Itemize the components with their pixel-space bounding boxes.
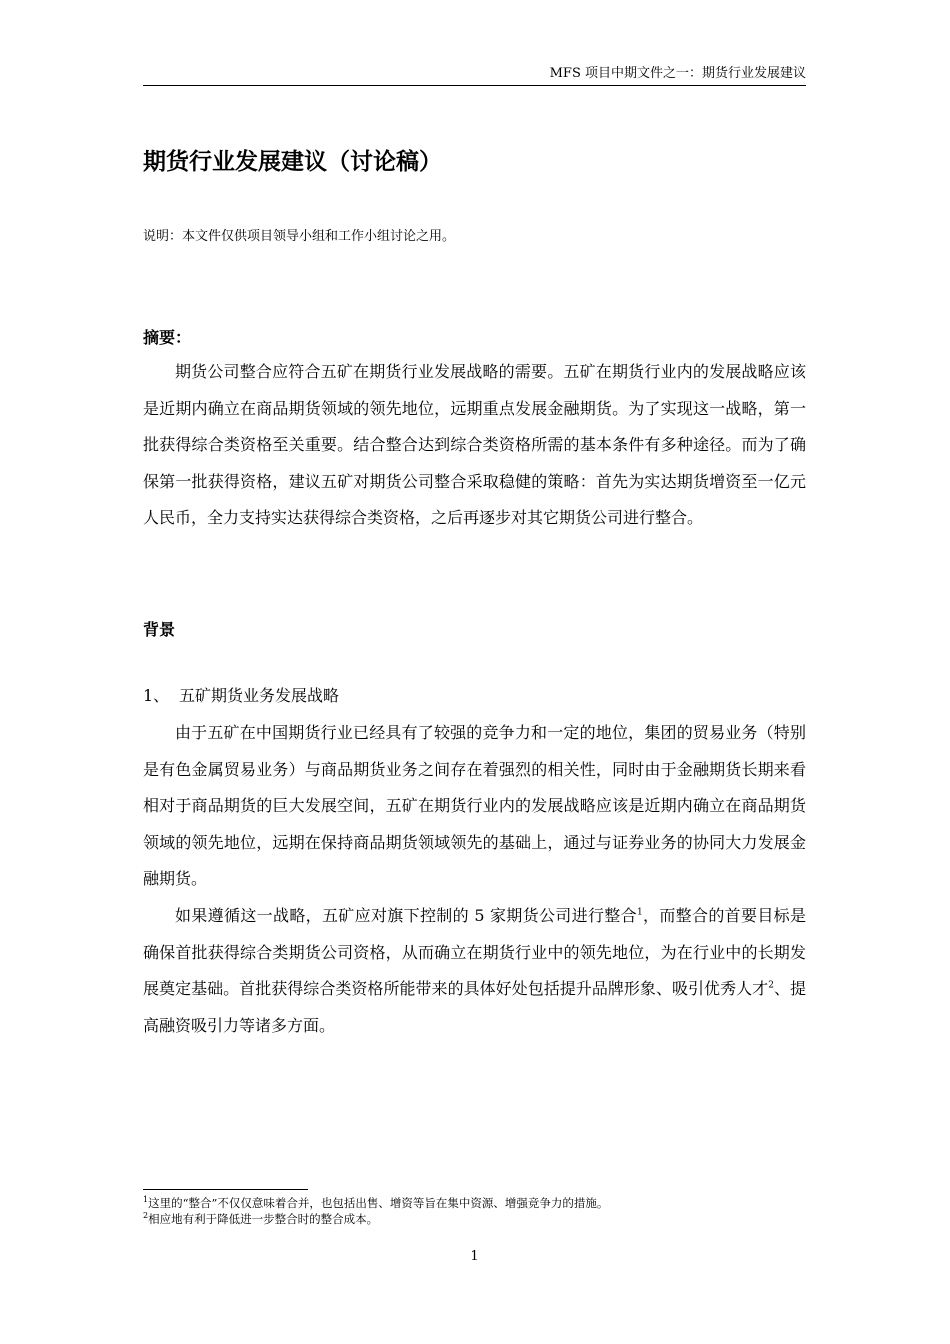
footnote-mark: 1	[143, 1195, 149, 1205]
footnote-text: 这里的“整合”不仅仅意味着合并，也包括出售、增资等旨在集中资源、增强竞争力的措施。	[148, 1196, 609, 1210]
footnote-ref-2[interactable]: 2	[768, 980, 774, 991]
document-title: 期货行业发展建议（讨论稿）	[143, 148, 442, 175]
usage-note: 说明：本文件仅供项目领导小组和工作小组讨论之用。	[143, 229, 456, 244]
paragraph-text: 如果遵循这一战略，五矿应对旗下控制的 5 家期货公司进行整合	[175, 906, 637, 925]
header-rule	[143, 85, 806, 86]
page-number: 1	[470, 1249, 479, 1264]
footnote-ref-1[interactable]: 1	[636, 907, 643, 918]
paragraph-text: 、提高融资吸引力等诸多方面。	[143, 979, 806, 1035]
abstract-paragraph: 期货公司整合应符合五矿在期货行业发展战略的需要。五矿在期货行业内的发展战略应该是近期内确立在商品期货领域的领先地位，远期重点发展金融期货。为了实现这一战略，第一批获得综合类资格至关重要。结合整合达到综合类资格所需的基本条件有多种途径。而为了确保第一批获得资格，建议五矿对期货公司整合采取稳健的策略：首先为实达期货增资至一亿元人民币，全力支持实达获得综合类资格，之后再逐步对其它期货公司进行整合。	[143, 362, 806, 528]
footnote-text: 相应地有利于降低进一步整合时的整合成本。	[148, 1212, 379, 1226]
abstract-heading: 摘要：	[143, 328, 192, 347]
footnote-2	[143, 1211, 806, 1227]
footnote-1	[143, 1195, 806, 1211]
running-header: MFS 项目中期文件之一：期货行业发展建议	[549, 66, 806, 81]
background-paragraph-1: 由于五矿在中国期货行业已经具有了较强的竞争力和一定的地位，集团的贸易业务（特别是有色金属贸易业务）与商品期货业务之间存在着强烈的相关性，同时由于金融期货长期来看相对于商品期货的巨大发展空间，五矿在期货行业内的发展战略应该是近期内确立在商品期货领域的领先地位，远期在保持商品期货领域领先的基础上，通过与证券业务的协同大力发展金融期货。	[143, 723, 806, 889]
footnote-separator	[143, 1189, 308, 1190]
section-item-title: 五矿期货业务发展战略	[179, 686, 340, 705]
section-item-number: 1、	[143, 686, 170, 705]
paragraph-text: ，而整合的首要目标是确保首批获得综合类期货公司资格，从而确立在期货行业中的领先地位，为在行业中的长期发展奠定基础。首批获得综合类资格所能带来的具体好处包括提升品牌形象、吸引优秀人才	[143, 906, 806, 999]
footnote-mark: 2	[143, 1211, 149, 1221]
background-heading: 背景	[143, 620, 176, 639]
section-item-1	[143, 684, 339, 708]
background-paragraph-2	[143, 898, 806, 1044]
